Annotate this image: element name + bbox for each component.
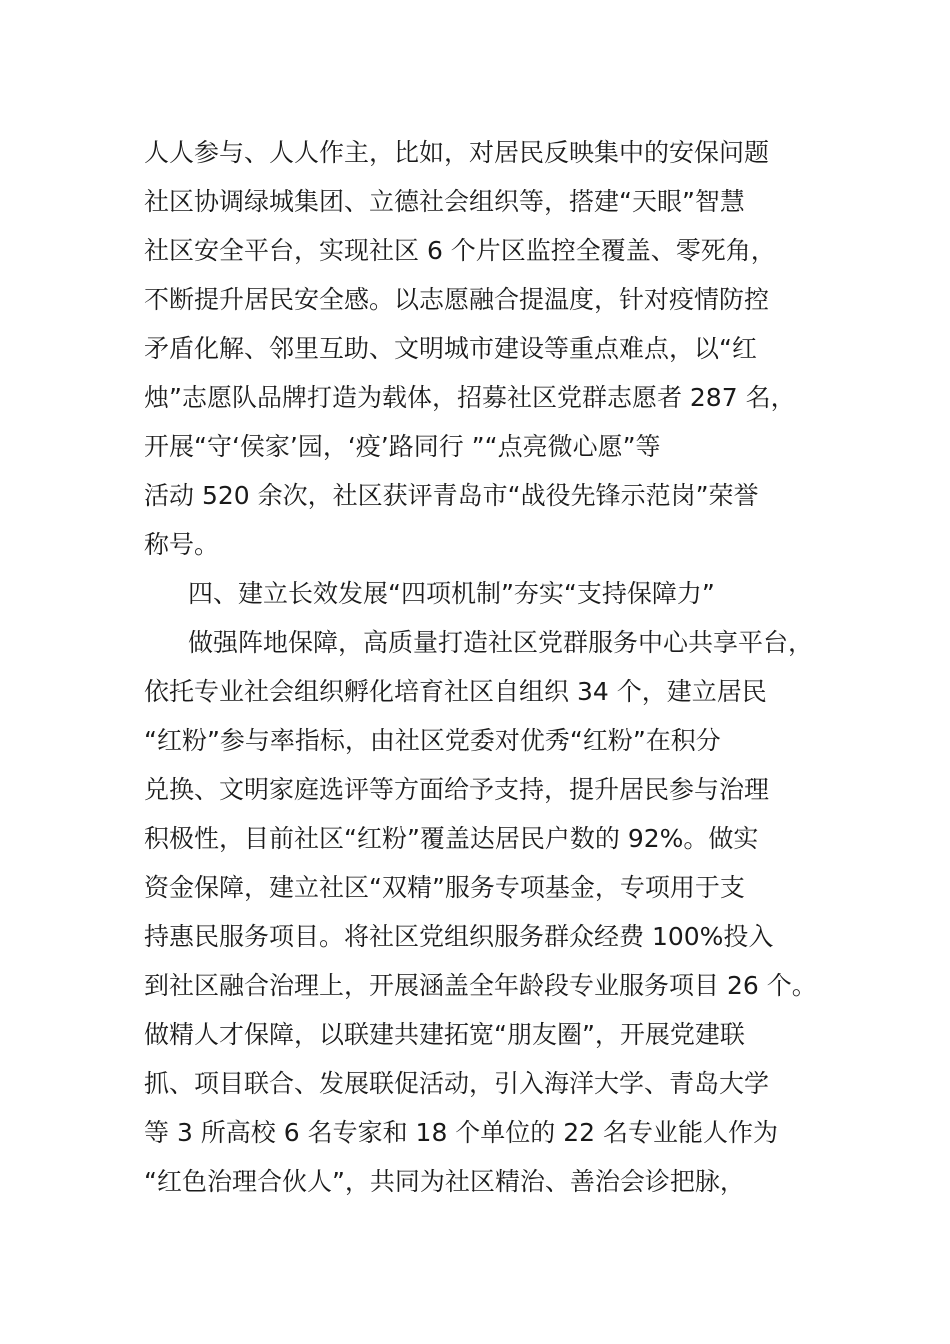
text-line: 称号。 xyxy=(144,530,220,559)
text-line: “红粉”参与率指标，由社区党委对优秀“红粉”在积分 xyxy=(144,726,721,755)
text-line: 资金保障，建立社区“双精”服务专项基金，专项用于支 xyxy=(144,873,745,902)
text-line: 人人参与、人人作主，比如，对居民反映集中的安保问题 xyxy=(144,138,770,167)
text-line: 矛盾化解、邻里互助、文明城市建设等重点难点，以“红 xyxy=(144,334,757,363)
text-line: 开展“守‘侯家’园，‘疫’路同行 ”“点亮微心愿”等 xyxy=(144,432,661,461)
text-line: 社区协调绿城集团、立德社会组织等，搭建“天眼”智慧 xyxy=(144,187,745,216)
text-line: 社区安全平台，实现社区 6 个片区监控全覆盖、零死角， xyxy=(144,236,776,265)
body-text xyxy=(144,128,844,1206)
text-line: 依托专业社会组织孵化培育社区自组织 34 个，建立居民 xyxy=(144,677,767,706)
text-line: 不断提升居民安全感。以志愿融合提温度，针对疫情防控 xyxy=(144,285,770,314)
text-line: 抓、项目联合、发展联促活动，引入海洋大学、青岛大学 xyxy=(144,1069,770,1098)
text-line: 积极性，目前社区“红粉”覆盖达居民户数的 92%。做实 xyxy=(144,824,759,853)
text-line: 兑换、文明家庭选评等方面给予支持，提升居民参与治理 xyxy=(144,775,770,804)
text-line: 到社区融合治理上，开展涵盖全年龄段专业服务项目 26 个。 xyxy=(144,971,817,1000)
text-line: 烛”志愿队品牌打造为载体，招募社区党群志愿者 287 名， xyxy=(144,383,796,412)
text-line: 做精人才保障，以联建共建拓宽“朋友圈”，开展党建联 xyxy=(144,1020,745,1049)
text-line: 活动 520 余次，社区获评青岛市“战役先锋示范岗”荣誉 xyxy=(144,481,759,510)
text-line: 持惠民服务项目。将社区党组织服务群众经费 100%投入 xyxy=(144,922,774,951)
text-line: 等 3 所高校 6 名专家和 18 个单位的 22 名专业能人作为 xyxy=(144,1118,779,1147)
section-heading: 四、建立长效发展“四项机制”夯实“支持保障力” xyxy=(188,579,715,608)
text-line: 做强阵地保障，高质量打造社区党群服务中心共享平台， xyxy=(188,628,814,657)
text-line: “红色治理合伙人”，共同为社区精治、善治会诊把脉， xyxy=(144,1167,745,1196)
